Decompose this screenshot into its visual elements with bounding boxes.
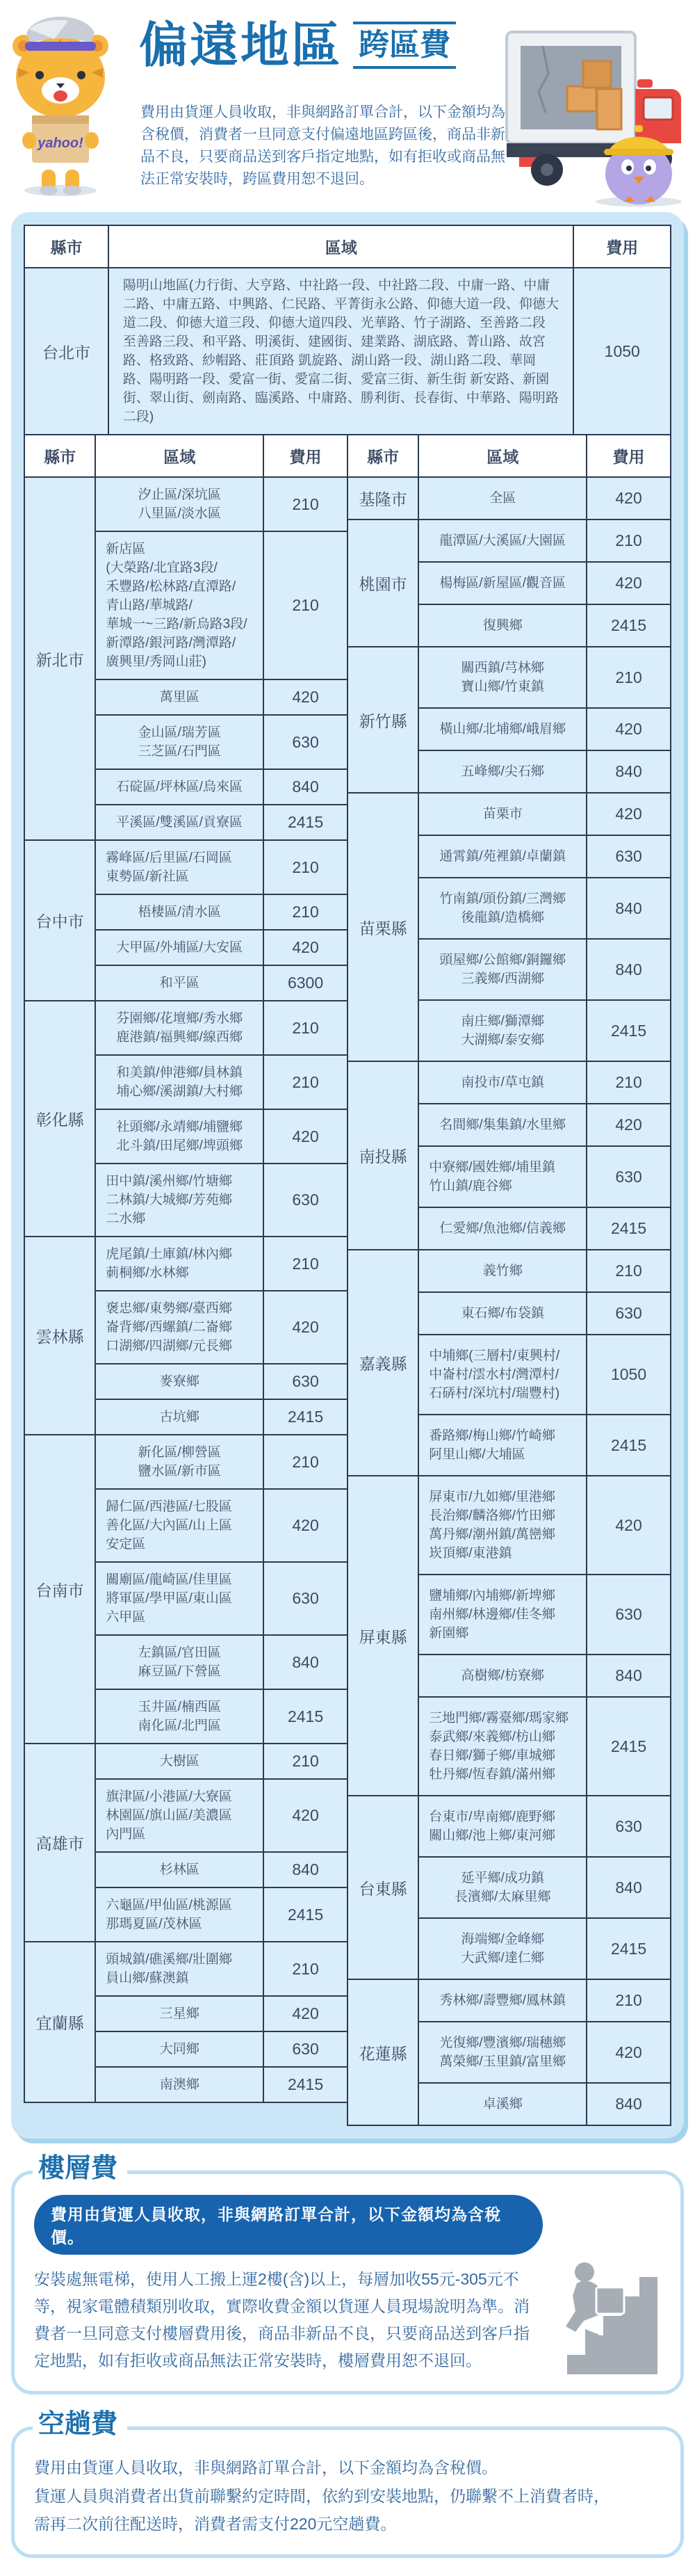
fee-cell: 840 xyxy=(587,878,671,939)
floor-fee-title: 樓層費 xyxy=(33,2153,127,2185)
fee-cell: 2415 xyxy=(587,1207,671,1250)
fee-cell: 630 xyxy=(263,1562,348,1635)
table-row xyxy=(24,1001,348,1055)
empty-trip-fee-title: 空趟費 xyxy=(33,2409,127,2441)
region-cell: 麥寮鄉 xyxy=(95,1364,263,1399)
region-cell: 杉林區 xyxy=(95,1852,263,1887)
table-row xyxy=(24,268,671,435)
fee-cell: 2415 xyxy=(587,1415,671,1476)
empty-trip-fee-section xyxy=(11,2410,684,2558)
fee-cell: 840 xyxy=(263,769,348,805)
header-county: 縣市 xyxy=(24,435,95,477)
region-cell: 三星鄉 xyxy=(95,1996,263,2031)
region-cell: 楊梅區/新屋區/觀音區 xyxy=(418,562,587,604)
county-cell: 彰化縣 xyxy=(24,1001,95,1237)
floor-fee-body: 安裝處無電梯，使用人工搬上運2樓(含)以上，每層加收55元-305元不等，視家電體積類別收取，實際收費金額以貨運人員現場說明為準。消費者一旦同意支付樓層費用後，商品非新品不良，只要商品送到客戶指定地點，如有拒收或商品無法正常安裝時，樓層費用恕不退回。 xyxy=(34,2270,530,2370)
region-cell: 虎尾鎮/土庫鎮/林內鄉 莿桐鄉/水林鄉 xyxy=(95,1237,263,1291)
fee-cell: 210 xyxy=(263,894,348,930)
fee-cell: 840 xyxy=(587,750,671,793)
table-row xyxy=(348,1796,671,1857)
table-row xyxy=(348,477,671,520)
table-row xyxy=(348,647,671,708)
table-header-row xyxy=(348,435,671,477)
fee-cell: 840 xyxy=(587,1857,671,1918)
fee-cell: 2415 xyxy=(263,2067,348,2102)
region-cell: 南庄鄉/獅潭鄉 大湖鄉/泰安鄉 xyxy=(418,1000,587,1061)
fee-cell: 630 xyxy=(587,1292,671,1335)
fee-cell: 840 xyxy=(263,1635,348,1689)
region-cell: 歸仁區/西港區/七股區 善化區/大內區/山上區 安定區 xyxy=(95,1489,263,1562)
fee-cell: 420 xyxy=(587,1104,671,1146)
region-cell: 金山區/瑞芳區 三芝區/石門區 xyxy=(95,715,263,769)
county-cell: 新北市 xyxy=(24,477,95,840)
fee-cell: 420 xyxy=(263,1996,348,2031)
region-cell: 大甲區/外埔區/大安區 xyxy=(95,930,263,965)
county-cell: 宜蘭縣 xyxy=(24,1942,95,2102)
county-cell: 花蓮縣 xyxy=(348,1979,418,2125)
fee-cell: 2415 xyxy=(263,1887,348,1942)
region-cell: 光復鄉/豐濱鄉/瑞穗鄉 萬榮鄉/玉里鎮/富里鄉 xyxy=(418,2022,587,2083)
region-cell: 和平區 xyxy=(95,965,263,1001)
region-cell: 汐止區/深坑區 八里區/淡水區 xyxy=(95,477,263,531)
region-cell: 鹽埔鄉/內埔鄉/新埤鄉 南州鄉/林邊鄉/佳冬鄉 新園鄉 xyxy=(418,1575,587,1655)
fee-cell: 630 xyxy=(263,2031,348,2067)
region-cell: 台東市/卑南鄉/鹿野鄉 關山鄉/池上鄉/東河鄉 xyxy=(418,1796,587,1857)
fee-cell: 6300 xyxy=(263,965,348,1001)
region-cell: 南澳鄉 xyxy=(95,2067,263,2102)
region-cell: 名間鄉/集集鎮/水里鄉 xyxy=(418,1104,587,1146)
header-county: 縣市 xyxy=(24,225,108,268)
fee-table-right xyxy=(347,434,671,2126)
fee-cell: 1050 xyxy=(587,1335,671,1415)
table-header-row xyxy=(24,225,671,268)
fee-cell: 2415 xyxy=(587,604,671,647)
fee-cell: 210 xyxy=(263,1001,348,1055)
region-cell: 社頭鄉/永靖鄉/埔鹽鄉 北斗鎮/田尾鄉/埤頭鄉 xyxy=(95,1109,263,1164)
title-sub: 跨區費 xyxy=(353,22,456,69)
county-cell: 台南市 xyxy=(24,1435,95,1744)
fee-cell: 1050 xyxy=(573,268,671,435)
county-cell: 新竹縣 xyxy=(348,647,418,793)
region-cell: 南投市/草屯鎮 xyxy=(418,1061,587,1104)
fee-cell: 420 xyxy=(263,1489,348,1562)
fee-cell: 2415 xyxy=(263,805,348,840)
table-row xyxy=(24,1942,348,1996)
header-county: 縣市 xyxy=(348,435,418,477)
fee-cell: 420 xyxy=(587,477,671,520)
table-header-row xyxy=(24,435,348,477)
table-row xyxy=(348,1979,671,2022)
fee-cell: 210 xyxy=(263,1744,348,1779)
fee-cell: 210 xyxy=(263,1237,348,1291)
region-cell: 芬園鄉/花壇鄉/秀水鄉 鹿港鎮/福興鄉/線西鄉 xyxy=(95,1001,263,1055)
page-header xyxy=(0,0,695,212)
county-cell: 屏東縣 xyxy=(348,1476,418,1796)
header-region: 區域 xyxy=(108,225,574,268)
region-cell: 和美鎮/伸港鄉/員林鎮 埔心鄉/溪湖鎮/大村鄉 xyxy=(95,1055,263,1109)
fee-cell: 210 xyxy=(587,1061,671,1104)
header-region: 區域 xyxy=(95,435,263,477)
county-cell: 高雄市 xyxy=(24,1744,95,1942)
empty-trip-fee-line: 貨運人員與消費者出貨前聯繫約定時間，依約到安裝地點，仍聯繫不上消費者時， xyxy=(34,2486,610,2505)
tiger-mascot-icon xyxy=(8,4,113,202)
region-cell: 苗栗市 xyxy=(418,793,587,835)
region-cell: 高樹鄉/枋寮鄉 xyxy=(418,1655,587,1697)
header-region: 區域 xyxy=(418,435,587,477)
fee-cell: 420 xyxy=(263,1291,348,1364)
stairs-delivery-icon xyxy=(543,2195,661,2374)
fee-cell: 210 xyxy=(587,1979,671,2022)
region-cell: 龍潭區/大溪區/大園區 xyxy=(418,520,587,562)
table-row xyxy=(24,840,348,894)
region-cell: 卓溪鄉 xyxy=(418,2083,587,2125)
fee-cell: 840 xyxy=(587,2083,671,2125)
region-cell: 大樹區 xyxy=(95,1744,263,1779)
region-cell: 五峰鄉/尖石鄉 xyxy=(418,750,587,793)
region-cell: 褒忠鄉/東勢鄉/臺西鄉 崙背鄉/西螺鎮/二崙鄉 口湖鄉/四湖鄉/元長鄉 xyxy=(95,1291,263,1364)
fee-cell: 2415 xyxy=(263,1689,348,1744)
fee-cell: 840 xyxy=(587,1655,671,1697)
region-cell: 秀林鄉/壽豐鄉/鳳林鎮 xyxy=(418,1979,587,2022)
fee-cell: 630 xyxy=(263,1364,348,1399)
fee-cell: 210 xyxy=(263,840,348,894)
header-fee: 費用 xyxy=(573,225,671,268)
region-cell: 六龜區/甲仙區/桃源區 那瑪夏區/茂林區 xyxy=(95,1887,263,1942)
county-cell: 基隆市 xyxy=(348,477,418,520)
fee-cell: 630 xyxy=(263,1164,348,1237)
region-cell: 竹南鎮/頭份鎮/三灣鄉 後龍鎮/造橋鄉 xyxy=(418,878,587,939)
fee-cell: 2415 xyxy=(587,1697,671,1796)
table-row xyxy=(24,1435,348,1489)
region-cell: 梧棲區/清水區 xyxy=(95,894,263,930)
region-cell: 橫山鄉/北埔鄉/峨眉鄉 xyxy=(418,708,587,750)
region-cell: 延平鄉/成功鎮 長濱鄉/太麻里鄉 xyxy=(418,1857,587,1918)
fee-cell: 2415 xyxy=(587,1918,671,1979)
fee-cell: 210 xyxy=(263,1055,348,1109)
region-cell: 屏東市/九如鄉/里港鄉 長治鄉/麟洛鄉/竹田鄉 萬丹鄉/潮州鎮/萬巒鄉 崁頂鄉/東港鎮 xyxy=(418,1476,587,1575)
fee-cell: 210 xyxy=(263,531,348,679)
region-cell: 萬里區 xyxy=(95,679,263,715)
header-description: 費用由貨運人員收取，非與網路訂單合計，以下金額均為含稅價，消費者一旦同意支付偏遠地區跨區後，商品非新品不良，只要商品送到客戶指定地點，如有拒收或商品無法正常安裝時，跨區費用恕不退回。 xyxy=(140,104,505,187)
county-cell: 嘉義縣 xyxy=(348,1250,418,1476)
region-cell: 番路鄉/梅山鄉/竹崎鄉 阿里山鄉/大埔區 xyxy=(418,1415,587,1476)
fee-cell: 210 xyxy=(587,1250,671,1292)
region-cell: 海端鄉/金峰鄉 大武鄉/達仁鄉 xyxy=(418,1918,587,1979)
fee-cell: 420 xyxy=(587,562,671,604)
region-cell: 霧峰區/后里區/石岡區 東勢區/新社區 xyxy=(95,840,263,894)
region-cell: 關西鎮/芎林鄉 寶山鄉/竹東鎮 xyxy=(418,647,587,708)
fee-cell: 210 xyxy=(263,1942,348,1996)
table-row xyxy=(348,1476,671,1575)
fee-cell: 840 xyxy=(587,939,671,1000)
remote-area-fee-card xyxy=(11,212,684,2139)
svg-text:yahoo!: yahoo! xyxy=(38,136,83,151)
region-cell: 全區 xyxy=(418,477,587,520)
region-cell: 關廟區/龍崎區/佳里區 將軍區/學甲區/東山區 六甲區 xyxy=(95,1562,263,1635)
empty-trip-fee-line: 費用由貨運人員收取，非與網路訂單合計，以下金額均為含稅價。 xyxy=(34,2458,498,2477)
region-cell: 東石鄉/布袋鎮 xyxy=(418,1292,587,1335)
county-cell: 苗栗縣 xyxy=(348,793,418,1061)
fee-cell: 420 xyxy=(587,1476,671,1575)
region-cell: 新店區 (大榮路/北宜路3段/ 禾豐路/松林路/直潭路/ 青山路/華城路/ 華城一~三路/新烏路3段/ 新潭路/銀河路/灣潭路/ 廣興里/秀岡山莊) xyxy=(95,531,263,679)
region-cell: 義竹鄉 xyxy=(418,1250,587,1292)
county-cell: 桃園市 xyxy=(348,520,418,647)
fee-cell: 210 xyxy=(263,477,348,531)
page-title xyxy=(139,18,456,72)
county-cell: 南投縣 xyxy=(348,1061,418,1250)
table-row xyxy=(348,1061,671,1104)
table-row xyxy=(24,1744,348,1779)
region-cell: 中寮鄉/國姓鄉/埔里鎮 竹山鎮/鹿谷鄉 xyxy=(418,1146,587,1207)
fee-cell: 630 xyxy=(587,1146,671,1207)
fee-cell: 630 xyxy=(587,835,671,878)
table-row xyxy=(348,1250,671,1292)
region-cell: 復興鄉 xyxy=(418,604,587,647)
region-cell: 大同鄉 xyxy=(95,2031,263,2067)
fee-cell: 210 xyxy=(263,1435,348,1489)
fee-cell: 210 xyxy=(587,520,671,562)
region-cell: 頭屋鄉/公館鄉/銅鑼鄉 三義鄉/西湖鄉 xyxy=(418,939,587,1000)
region-cell: 通霄鎮/苑裡鎮/卓蘭鎮 xyxy=(418,835,587,878)
header-fee: 費用 xyxy=(263,435,348,477)
fee-table-taipei xyxy=(24,225,671,435)
fee-cell: 420 xyxy=(263,1109,348,1164)
fee-cell: 840 xyxy=(263,1852,348,1887)
fee-cell: 420 xyxy=(263,1779,348,1852)
county-cell: 台東縣 xyxy=(348,1796,418,1979)
region-cell: 旗津區/小港區/大寮區 林園區/旗山區/美濃區 內門區 xyxy=(95,1779,263,1852)
county-cell: 台北市 xyxy=(24,268,108,435)
fee-cell: 2415 xyxy=(587,1000,671,1061)
fee-cell: 420 xyxy=(587,2022,671,2083)
region-cell: 三地門鄉/霧臺鄉/瑪家鄉 泰武鄉/來義鄉/枋山鄉 春日鄉/獅子鄉/車城鄉 牡丹鄉/恆春鎮/滿州鄉 xyxy=(418,1697,587,1796)
table-row xyxy=(348,520,671,562)
table-row xyxy=(348,793,671,835)
region-cell: 玉井區/楠西區 南化區/北門區 xyxy=(95,1689,263,1744)
table-row xyxy=(24,1237,348,1291)
fee-cell: 630 xyxy=(263,715,348,769)
fee-cell: 420 xyxy=(587,793,671,835)
floor-fee-badge: 費用由貨運人員收取，非與網路訂單合計，以下金額均為含稅價。 xyxy=(34,2195,543,2255)
region-cell: 左鎮區/官田區 麻豆區/下營區 xyxy=(95,1635,263,1689)
region-cell: 頭城鎮/礁溪鄉/壯圍鄉 員山鄉/蘇澳鎮 xyxy=(95,1942,263,1996)
fee-table-left xyxy=(24,434,348,2103)
region-cell: 新化區/柳營區 鹽水區/新市區 xyxy=(95,1435,263,1489)
region-cell: 中埔鄉(三層村/東興村/ 中崙村/澐水村/灣潭村/ 石硦村/深坑村/瑞豐村) xyxy=(418,1335,587,1415)
fee-cell: 420 xyxy=(263,930,348,965)
title-main: 偏遠地區 xyxy=(139,18,342,72)
table-row xyxy=(24,477,348,531)
region-cell: 仁愛鄉/魚池鄉/信義鄉 xyxy=(418,1207,587,1250)
fee-cell: 420 xyxy=(587,708,671,750)
header-fee: 費用 xyxy=(587,435,671,477)
delivery-truck-icon xyxy=(501,19,692,211)
region-cell: 田中鎮/溪州鄉/竹塘鄉 二林鎮/大城鄉/芳苑鄉 二水鄉 xyxy=(95,1164,263,1237)
region-cell: 平溪區/雙溪區/貢寮區 xyxy=(95,805,263,840)
fee-cell: 630 xyxy=(587,1575,671,1655)
floor-fee-section xyxy=(11,2154,684,2394)
region-cell: 陽明山地區(力行街、大亨路、中社路一段、中社路二段、中庸一路、中庸二路、中庸五路、中興路、仁民路、平菁街永公路、仰德大道一段、仰德大道二段、仰德大道三段、仰德大道四段、光華路、竹子湖路、至善路二段 至善路三段、和平路、明溪街、建國街、建業路、湖底路、菁山路、故宮路、格致路、紗帽路、莊頂路 凱旋路、湖山路一段、湖山路二段、華岡路、陽明路一段、愛富一街、愛富二街、愛富三街、新生街 新安路、新園街、翠山街、劍南路、臨溪路、中庸路、勝利街、長春街、中華路、陽明路二段) xyxy=(108,268,574,435)
fee-cell: 2415 xyxy=(263,1399,348,1435)
county-cell: 雲林縣 xyxy=(24,1237,95,1435)
county-cell: 台中市 xyxy=(24,840,95,1001)
fee-cell: 630 xyxy=(587,1796,671,1857)
fee-cell: 420 xyxy=(263,679,348,715)
region-cell: 古坑鄉 xyxy=(95,1399,263,1435)
empty-trip-fee-line: 需再二次前往配送時，消費者需支付220元空趟費。 xyxy=(34,2514,397,2533)
fee-cell: 210 xyxy=(587,647,671,708)
region-cell: 石碇區/坪林區/烏來區 xyxy=(95,769,263,805)
